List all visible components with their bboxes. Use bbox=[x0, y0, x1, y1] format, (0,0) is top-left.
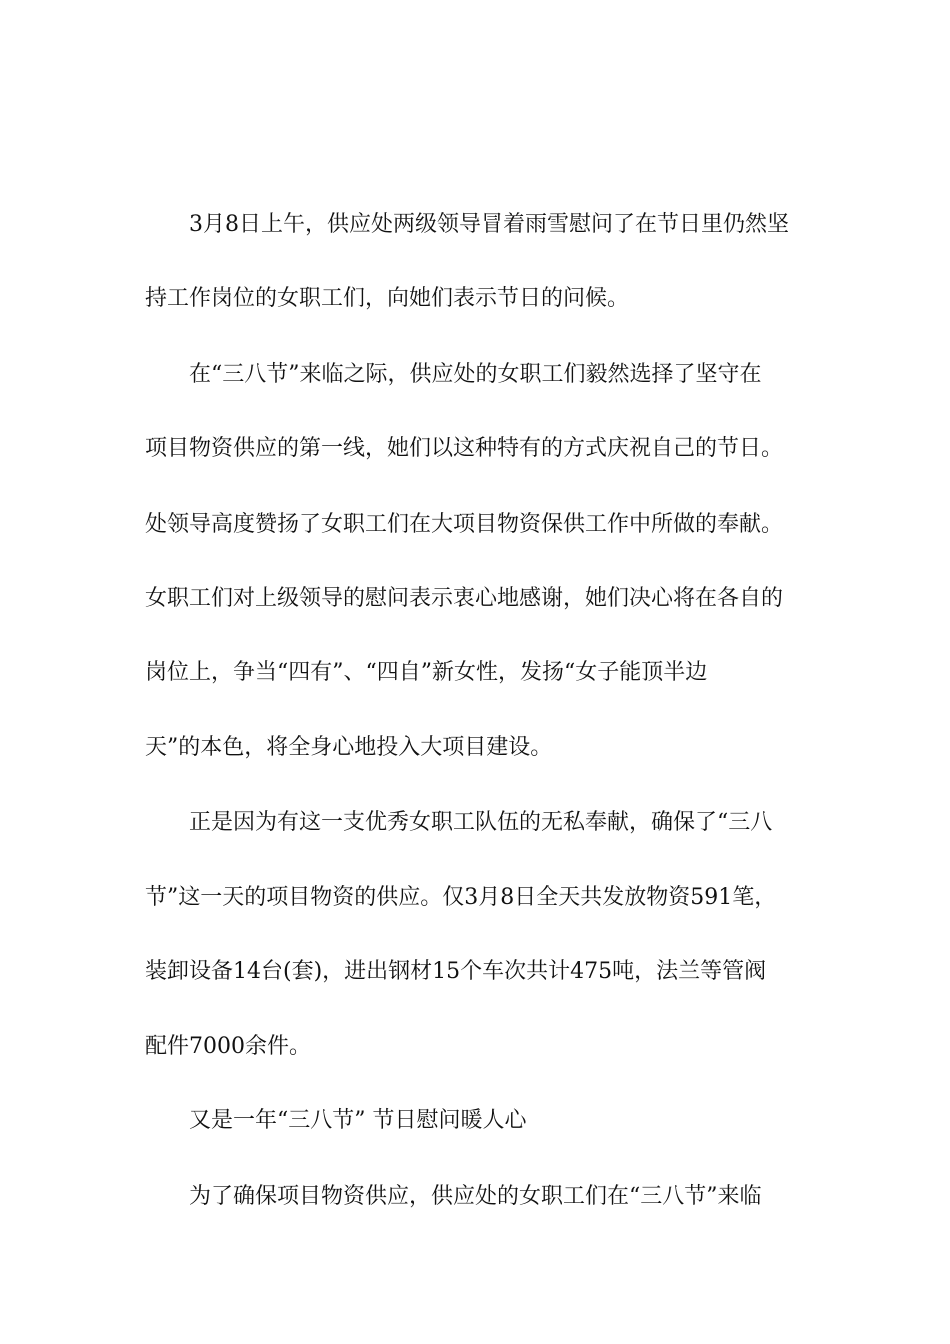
paragraph-1-line-2: 持工作岗位的女职工们，向她们表示节日的问候。 bbox=[145, 286, 630, 311]
paragraph-1-line-1: 3月8日上午，供应处两级领导冒着雨雪慰问了在节日里仍然坚 bbox=[189, 212, 789, 237]
section-heading: 又是一年“三八节” 节日慰问暖人心 bbox=[189, 1108, 527, 1133]
paragraph-2-line-4: 女职工们对上级领导的慰问表示衷心地感谢，她们决心将在各自的 bbox=[145, 586, 784, 611]
paragraph-4-line-1: 为了确保项目物资供应，供应处的女职工们在“三八节”来临 bbox=[189, 1184, 762, 1209]
paragraph-3-line-3: 装卸设备14台(套)，进出钢材15个车次共计475吨，法兰等管阀 bbox=[145, 959, 767, 984]
paragraph-2-line-1: 在“三八节”来临之际，供应处的女职工们毅然选择了坚守在 bbox=[189, 362, 762, 387]
paragraph-2-line-6: 天”的本色，将全身心地投入大项目建设。 bbox=[145, 735, 553, 760]
paragraph-3-line-1: 正是因为有这一支优秀女职工队伍的无私奉献，确保了“三八 bbox=[189, 810, 773, 835]
paragraph-3-line-4: 配件7000余件。 bbox=[145, 1034, 311, 1059]
paragraph-2-line-2: 项目物资供应的第一线，她们以这种特有的方式庆祝自己的节日。 bbox=[145, 436, 784, 461]
paragraph-3-line-2: 节”这一天的项目物资的供应。仅3月8日全天共发放物资591笔， bbox=[145, 885, 777, 910]
paragraph-2-line-3: 处领导高度赞扬了女职工们在大项目物资保供工作中所做的奉献。 bbox=[145, 512, 784, 537]
paragraph-2-line-5: 岗位上，争当“四有”、“四自”新女性，发扬“女子能顶半边 bbox=[145, 660, 708, 685]
